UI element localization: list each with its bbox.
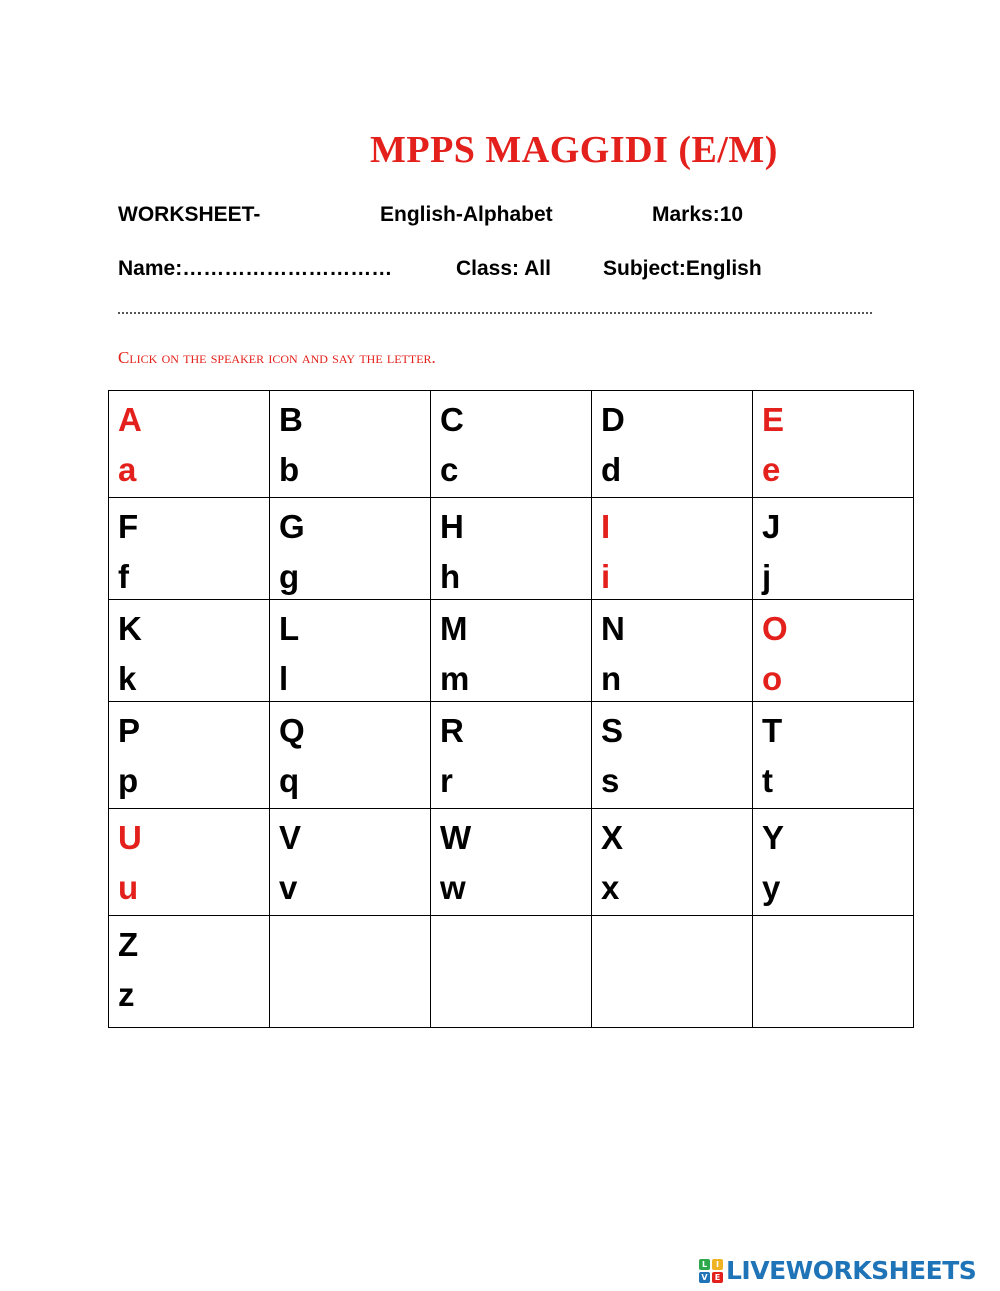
letter-cell[interactable] xyxy=(270,498,431,600)
letter-cell[interactable] xyxy=(270,702,431,809)
letter-cell[interactable] xyxy=(431,391,592,498)
lowercase-letter: n xyxy=(601,660,622,697)
class-label: Class: All xyxy=(456,257,551,280)
uppercase-letter: R xyxy=(440,712,464,749)
lowercase-letter: a xyxy=(118,451,137,488)
lowercase-letter: r xyxy=(440,762,453,799)
uppercase-letter: M xyxy=(440,610,468,647)
letter-cell[interactable] xyxy=(431,809,592,916)
topic-label: English-Alphabet xyxy=(380,203,553,226)
uppercase-letter: T xyxy=(762,712,783,749)
school-title: MPPS MAGGIDI (E/M) xyxy=(370,129,778,171)
lowercase-letter: l xyxy=(279,660,289,697)
lowercase-letter: m xyxy=(440,660,470,697)
alphabet-row xyxy=(109,916,914,1028)
lowercase-letter: q xyxy=(279,762,300,799)
uppercase-letter: W xyxy=(440,819,472,856)
letter-cell[interactable] xyxy=(753,809,914,916)
letter-cell[interactable] xyxy=(431,702,592,809)
lowercase-letter: f xyxy=(118,558,129,595)
lowercase-letter: w xyxy=(440,869,466,906)
alphabet-row xyxy=(109,600,914,702)
lowercase-letter: v xyxy=(279,869,298,906)
lowercase-letter: b xyxy=(279,451,300,488)
letter-cell[interactable] xyxy=(109,702,270,809)
uppercase-letter: P xyxy=(118,712,141,749)
marks-label: Marks:10 xyxy=(652,203,744,226)
uppercase-letter: I xyxy=(601,508,611,545)
uppercase-letter: L xyxy=(279,610,300,647)
uppercase-letter: F xyxy=(118,508,139,545)
alphabet-table xyxy=(108,390,914,1028)
lowercase-letter: k xyxy=(118,660,137,697)
letter-cell[interactable] xyxy=(109,600,270,702)
letter-cell[interactable] xyxy=(753,702,914,809)
lowercase-letter: p xyxy=(118,762,139,799)
uppercase-letter: Q xyxy=(279,712,305,749)
letter-cell[interactable] xyxy=(592,600,753,702)
letter-cell[interactable] xyxy=(270,391,431,498)
lowercase-letter: c xyxy=(440,451,459,488)
letter-cell[interactable] xyxy=(109,498,270,600)
letter-cell[interactable] xyxy=(109,391,270,498)
letter-cell[interactable] xyxy=(753,391,914,498)
letter-cell[interactable] xyxy=(592,809,753,916)
uppercase-letter: H xyxy=(440,508,464,545)
alphabet-row xyxy=(109,391,914,498)
letter-cell[interactable] xyxy=(753,498,914,600)
uppercase-letter: S xyxy=(601,712,624,749)
lowercase-letter: e xyxy=(762,451,781,488)
letter-cell[interactable] xyxy=(753,600,914,702)
brand-name: LIVEWORKSHEETS xyxy=(726,1256,977,1285)
letter-cell[interactable] xyxy=(270,600,431,702)
worksheet-label: WORKSHEET- xyxy=(118,203,261,226)
lowercase-letter: z xyxy=(118,976,135,1013)
letter-cell[interactable] xyxy=(109,809,270,916)
uppercase-letter: J xyxy=(762,508,781,545)
letter-cell[interactable] xyxy=(270,809,431,916)
lowercase-letter: y xyxy=(762,869,781,906)
letter-cell[interactable] xyxy=(431,600,592,702)
lowercase-letter: g xyxy=(279,558,300,595)
subject-label: Subject:English xyxy=(603,257,762,280)
uppercase-letter: U xyxy=(118,819,142,856)
uppercase-letter: V xyxy=(279,819,302,856)
letter-cell[interactable] xyxy=(431,498,592,600)
uppercase-letter: E xyxy=(762,401,785,438)
letter-cell[interactable] xyxy=(592,498,753,600)
uppercase-letter: B xyxy=(279,401,303,438)
dotted-separator xyxy=(118,312,872,314)
uppercase-letter: X xyxy=(601,819,624,856)
empty-cell xyxy=(431,916,592,1028)
name-field-label: Name:………………………… xyxy=(118,257,393,280)
lowercase-letter: s xyxy=(601,762,620,799)
uppercase-letter: Z xyxy=(118,926,139,963)
uppercase-letter: C xyxy=(440,401,464,438)
lowercase-letter: d xyxy=(601,451,622,488)
letter-cell[interactable] xyxy=(592,702,753,809)
uppercase-letter: G xyxy=(279,508,305,545)
brand-logo-icon xyxy=(699,1259,723,1283)
lowercase-letter: j xyxy=(762,558,772,595)
uppercase-letter: Y xyxy=(762,819,785,856)
liveworksheets-logo xyxy=(699,1256,976,1285)
lowercase-letter: o xyxy=(762,660,783,697)
alphabet-row xyxy=(109,702,914,809)
lowercase-letter: i xyxy=(601,558,611,595)
lowercase-letter: x xyxy=(601,869,620,906)
empty-cell xyxy=(592,916,753,1028)
empty-cell xyxy=(753,916,914,1028)
logo-tile-icon: L xyxy=(699,1259,710,1270)
logo-tile-icon: I xyxy=(712,1259,723,1270)
logo-tile-icon: E xyxy=(712,1272,723,1283)
logo-tile-icon: V xyxy=(699,1272,710,1283)
empty-cell xyxy=(270,916,431,1028)
letter-cell[interactable] xyxy=(109,916,270,1028)
uppercase-letter: D xyxy=(601,401,625,438)
letter-cell[interactable] xyxy=(592,391,753,498)
uppercase-letter: A xyxy=(118,401,142,438)
instruction-text: Click on the speaker icon and say the letter. xyxy=(118,348,436,367)
alphabet-row xyxy=(109,809,914,916)
uppercase-letter: K xyxy=(118,610,142,647)
lowercase-letter: u xyxy=(118,869,139,906)
lowercase-letter: t xyxy=(762,762,773,799)
lowercase-letter: h xyxy=(440,558,461,595)
alphabet-row xyxy=(109,498,914,600)
uppercase-letter: N xyxy=(601,610,625,647)
uppercase-letter: O xyxy=(762,610,788,647)
